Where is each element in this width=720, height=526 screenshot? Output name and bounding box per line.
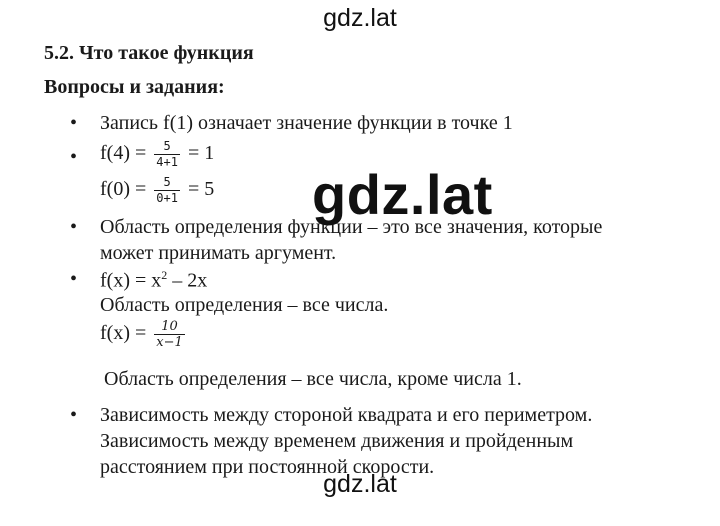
function-rhs: – 2x (167, 269, 208, 292)
item5-line3: расстоянием при постоянной скорости. (100, 456, 435, 478)
fraction-numerator: 10 (161, 319, 178, 334)
formula-rhs: = 1 (187, 142, 215, 165)
fraction (154, 320, 185, 349)
bullet-marker: • (70, 146, 78, 168)
item2-formula-1 (100, 140, 214, 169)
item5-line1: Зависимость между стороной квадрата и его периметром. (100, 404, 593, 426)
watermark-top: gdz.lat (323, 4, 397, 32)
formula-rhs: = 5 (187, 178, 215, 201)
item3-line1: Область определения функции – это все значения, которые (100, 216, 603, 238)
formula-lhs: f(0) = (100, 178, 147, 201)
item4-function (100, 268, 207, 293)
item1-text: Запись f(1) означает значение функции в точке 1 (100, 112, 513, 134)
fraction (154, 176, 180, 205)
section-title: 5.2. Что такое функция (44, 42, 254, 64)
bullet-marker: • (70, 404, 78, 426)
watermark-bottom: gdz.lat (323, 470, 397, 498)
function-lhs: f(x) = x (100, 269, 162, 292)
item3-line2: может принимать аргумент. (100, 242, 337, 264)
fraction-denominator: 4+1 (156, 155, 178, 169)
fraction-numerator: 5 (163, 175, 171, 189)
item4-domain-1: Область определения – все числа. (100, 294, 389, 316)
fraction (154, 140, 180, 169)
watermark-center: gdz.lat (312, 163, 493, 226)
subheading: Вопросы и задания: (44, 76, 225, 98)
exponent: 2 (161, 268, 168, 282)
item5-line2: Зависимость между временем движения и пройденным (100, 430, 574, 452)
fraction-denominator: 0+1 (156, 191, 178, 205)
function-lhs: f(x) = (100, 322, 147, 345)
item2-formula-2 (100, 176, 214, 205)
bullet-marker: • (70, 112, 78, 134)
bullet-marker: • (70, 216, 78, 238)
item4-domain-2: Область определения – все числа, кроме числа 1. (104, 368, 522, 390)
bullet-marker: • (70, 268, 78, 290)
item4-function-2 (100, 320, 188, 349)
formula-lhs: f(4) = (100, 142, 147, 165)
fraction-denominator: x−1 (156, 335, 183, 350)
fraction-numerator: 5 (163, 139, 171, 153)
